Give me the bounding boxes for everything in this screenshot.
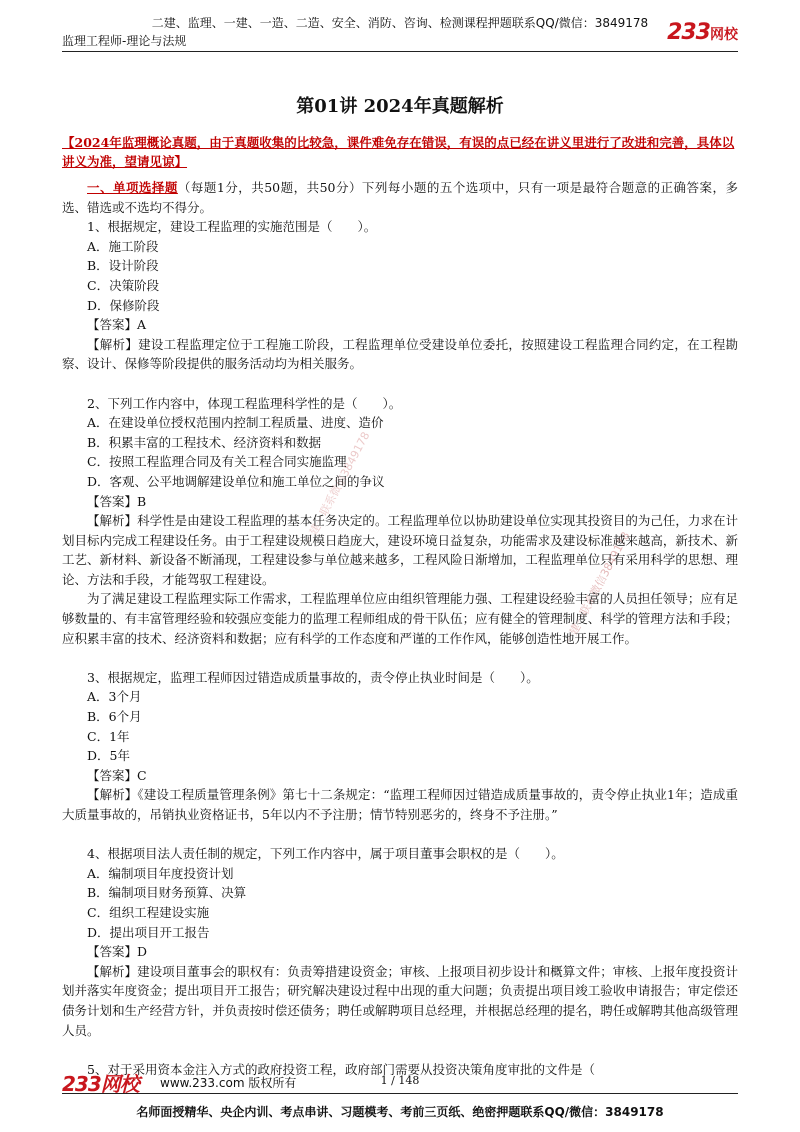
page-title: 第01讲 2024年真题解析 — [296, 96, 504, 117]
section-heading: 一、单项选择题 — [87, 180, 178, 195]
footer-promo: 名师面授精华、央企内训、考点串讲、习题模考、考前三页纸、绝密押题联系QQ/微信：3849178 — [136, 1105, 664, 1119]
option: D．客观、公平地调解建设单位和施工单位之间的争议 — [87, 473, 385, 489]
brand-logo — [667, 20, 738, 45]
header-subtitle: 监理工程师-理论与法规 — [62, 34, 187, 48]
option: B．积累丰富的工程技术、经济资料和数据 — [87, 434, 322, 450]
logo-text: 网校 — [710, 27, 738, 43]
question-block — [62, 394, 738, 649]
spacer — [62, 374, 738, 394]
question-stem: 5、对于采用资本金注入方式的政府投资工程，政府部门需要从投资决策角度审批的文件是（ — [87, 1061, 595, 1077]
document-body — [62, 178, 738, 1079]
analysis: 【解析】科学性是由建设工程监理的基本任务决定的。工程监理单位以协助建设单位实现其投资目的为己任，力求在计划目标内完成工程建设任务。由于工程建设规模日趋庞大，建设环境日益复杂，功能需求及建设标准越来越高，新技术、新工艺、新材料、新设备不断涌现，工程建设参与单位越来越多，工程风险日渐增加，工程监理单位只有采用科学的思想、理论、方法和手段，才能驾驭工程建设。 — [62, 513, 738, 587]
footer-divider — [62, 1093, 738, 1094]
answer: 【答案】B — [87, 493, 147, 509]
answer: 【答案】C — [87, 767, 147, 783]
option: B．设计阶段 — [87, 258, 159, 274]
question-block — [62, 668, 738, 825]
spacer — [62, 648, 738, 668]
option: A．编制项目年度投资计划 — [87, 865, 234, 881]
option: B．6个月 — [87, 709, 142, 725]
notice-banner: 【2024年监理概论真题，由于真题收集的比较急，课件难免存在错误，有误的点已经在讲义里进行了改进和完善，具体以讲义为准，望请见谅】 — [62, 135, 735, 169]
footer-logo: 233网校 — [62, 1072, 139, 1096]
analysis: 【解析】《建设工程质量管理条例》第七十二条规定：“监理工程师因过错造成质量事故的，责令停止执业1年；造成重大质量事故的，吊销执业资格证书，5年以内不予注册；情节特别恶劣的，终身不予注册。” — [62, 787, 738, 822]
footer-site: www.233.com 版权所有 — [160, 1076, 297, 1090]
section-description: （每题1分，共50题，共50分）下列每小题的五个选项中，只有一项是最符合题意的正确答案，多选、错选或不选均不得分。 — [62, 180, 738, 215]
option: A．3个月 — [87, 689, 142, 705]
question-stem: 3、根据规定，监理工程师因过错造成质量事故的，责令停止执业时间是（ ）。 — [87, 669, 539, 685]
option: C．1年 — [87, 728, 130, 744]
option: D．保修阶段 — [87, 297, 160, 313]
option: D．5年 — [87, 748, 130, 764]
option: A．施工阶段 — [87, 238, 159, 254]
header-promo: 二建、监理、一建、一造、二造、安全、消防、咨询、检测课程押题联系QQ/微信：3849178 — [151, 16, 649, 30]
option: D．提出项目开工报告 — [87, 924, 210, 940]
analysis: 为了满足建设工程监理实际工作需求，工程监理单位应由组织管理能力强、工程建设经验丰富的人员担任领导；应有足够数量的、有丰富管理经验和较强应变能力的监理工程师组成的骨干队伍；应有健全的管理制度、科学的管理方法和手段；应积累丰富的技术、经济资料和数据；应有科学的工作态度和严谨的工作作风，能够创造性地开展工作。 — [62, 591, 738, 646]
page-number: 1 / 148 — [380, 1074, 420, 1087]
spacer — [62, 825, 738, 845]
option: C．组织工程建设实施 — [87, 904, 210, 920]
question-stem: 1、根据规定，建设工程监理的实施范围是（ ）。 — [87, 219, 377, 235]
analysis: 【解析】建设工程监理定位于工程施工阶段，工程监理单位受建设单位委托，按照建设工程监理合同约定，在工程勘察、设计、保修等阶段提供的服务活动均为相关服务。 — [62, 336, 738, 372]
option: C．按照工程监理合同及有关工程合同实施监理 — [87, 454, 347, 470]
analysis: 【解析】建设项目董事会的职权有：负责筹措建设资金；审核、上报项目初步设计和概算文件；审核、上报年度投资计划并落实年度资金；提出项目开工报告；研究解决建设过程中出现的重大问题；负责提出项目竣工验收申请报告；审定偿还债务计划和生产经营方针，并负责按时偿还债务；聘任或解聘项目总经理，并根据总经理的提名，聘任或解聘其他高级管理人员。 — [62, 963, 738, 1038]
section-intro — [62, 178, 738, 217]
option: C．决策阶段 — [87, 277, 160, 293]
answer: 【答案】A — [87, 317, 147, 333]
logo-number: 233 — [667, 20, 710, 45]
question-block — [62, 217, 738, 374]
watermark: 一建一联系微信3849178 — [561, 529, 633, 648]
spacer — [62, 1040, 738, 1060]
question-stem: 2、下列工作内容中，体现工程监理科学性的是（ ）。 — [87, 395, 402, 411]
watermark: 一建一联系微信3849178 — [301, 429, 373, 548]
question-block — [62, 844, 738, 1040]
answer: 【答案】D — [87, 944, 148, 960]
question-stem: 4、根据项目法人责任制的规定，下列工作内容中，属于项目董事会职权的是（ ）。 — [87, 846, 564, 862]
option: A．在建设单位授权范围内控制工程质量、进度、造价 — [87, 415, 384, 431]
header-divider — [62, 51, 738, 52]
option: B．编制项目财务预算、决算 — [87, 885, 247, 901]
